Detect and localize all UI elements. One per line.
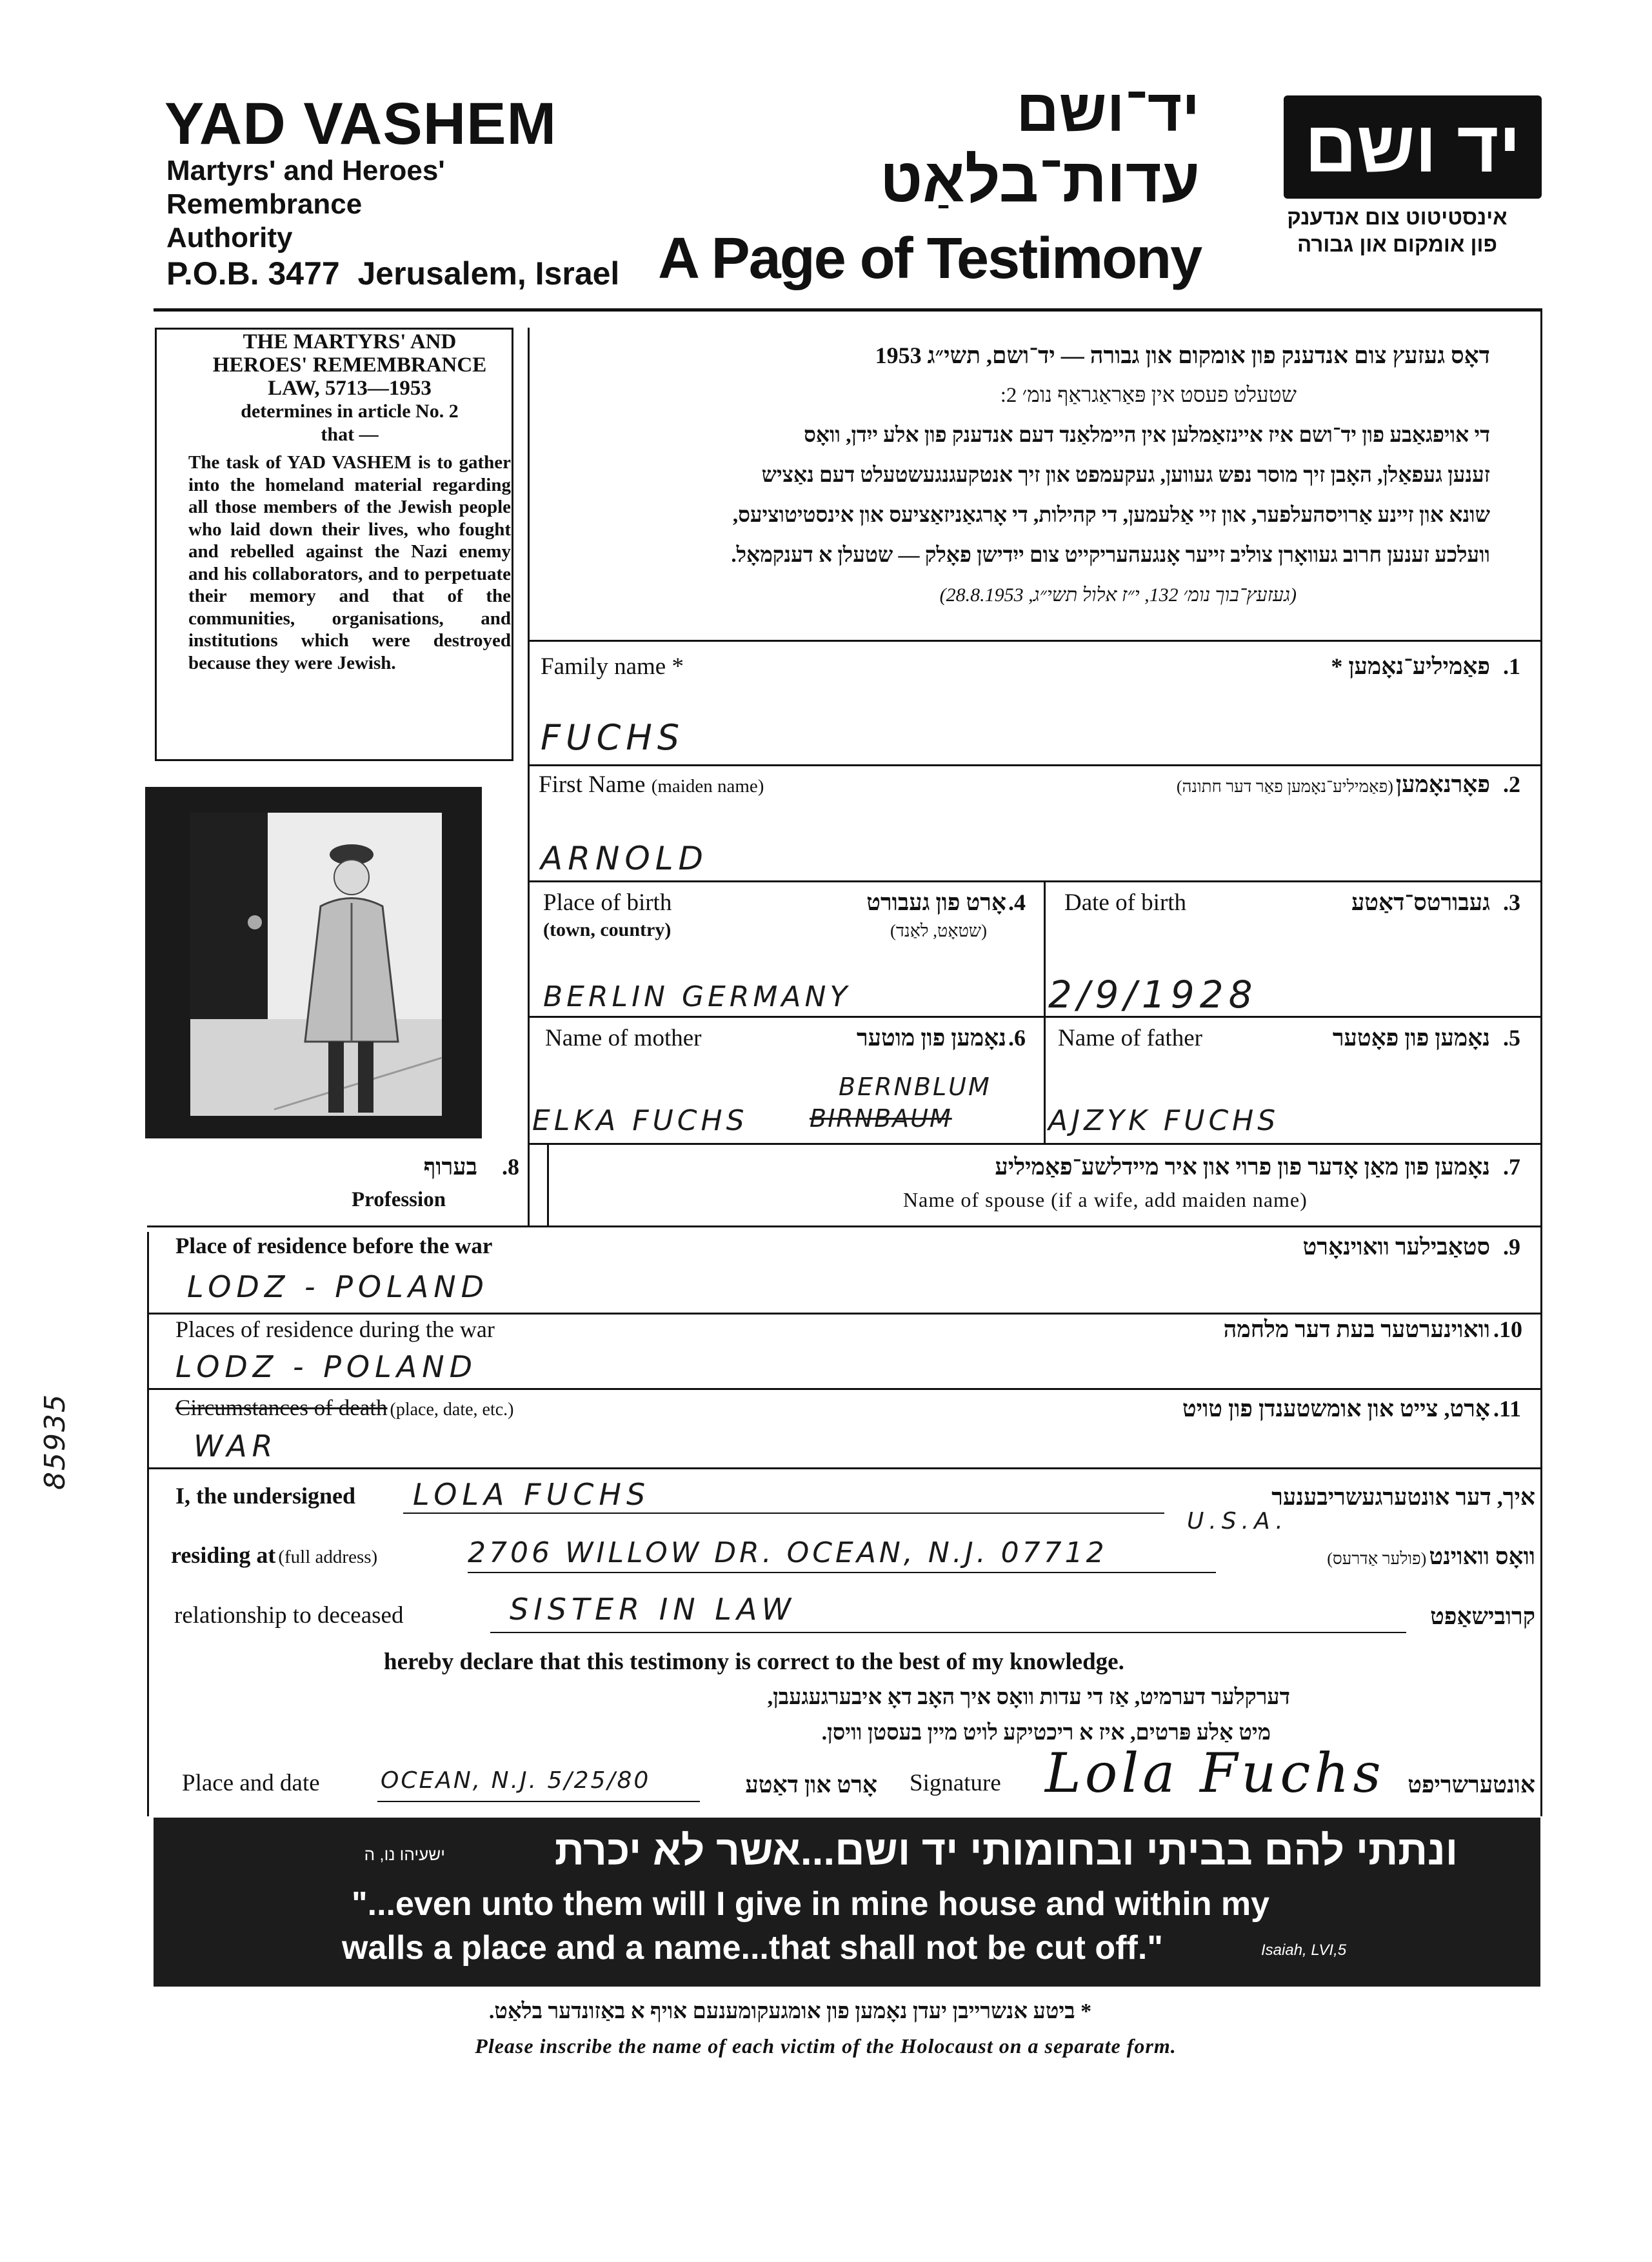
first-name-heb-label	[968, 771, 1490, 798]
spouse-heb-label: נאָמען פון מאַן אָדער פון פרוי און איר מיידלשע־פאַמיליע	[995, 1154, 1490, 1180]
victim-photo	[145, 787, 482, 1138]
death-label	[175, 1395, 514, 1421]
father-name-value[interactable]: AJZYK FUCHS	[1048, 1104, 1280, 1137]
residence-before-label: Place of residence before the war	[175, 1233, 493, 1258]
place-of-birth-label-small: (town, country)	[543, 919, 672, 940]
relationship-value[interactable]: SISTER IN LAW	[510, 1592, 797, 1627]
rule-8	[147, 1388, 1540, 1390]
mother-maiden-struck[interactable]: BIRNBAUM	[810, 1104, 952, 1133]
place-of-birth-value[interactable]: BERLIN GERMANY	[543, 980, 851, 1013]
frame-right-border	[1540, 308, 1542, 1816]
place-of-birth-heb-label: אָרט פון געבורט	[866, 889, 1006, 915]
logo-caption-2: פון אומקום און גבורה	[1297, 232, 1497, 256]
mother-maiden-correction[interactable]: BERNBLUM	[839, 1073, 991, 1101]
profession-number: .8	[502, 1154, 519, 1180]
yiddish-law-line-2: שטעלט פעסט אין פּאַראַגראַף נומ׳ 2:	[1000, 384, 1297, 407]
residence-before-number: .9	[1503, 1234, 1520, 1260]
date-of-birth-number: .3	[1503, 889, 1520, 915]
relationship-underline	[490, 1632, 1406, 1633]
archive-number: 85935	[39, 1393, 72, 1490]
residing-label-text: residing at	[171, 1542, 276, 1568]
mother-name-number: .6	[1008, 1025, 1026, 1051]
yiddish-law-line-4: זענען געפאַלן, האָבן זיך מוסר נפש געווען, געקעמפט און זיך אנטקעגנגעשטעלט דעם נאַציש	[761, 464, 1490, 487]
law-heading-4: determines in article No. 2	[241, 401, 459, 422]
first-name-heb-text: פאָרנאָמען	[1395, 771, 1490, 797]
family-name-number: .1	[1503, 653, 1520, 679]
rule-5	[528, 1143, 1540, 1145]
first-name-label-text: First Name	[539, 771, 646, 798]
law-heading-1: THE MARTYRS' AND	[243, 330, 457, 353]
fields-column-divider	[1044, 880, 1046, 1145]
date-of-birth-value[interactable]: 2/9/1928	[1048, 973, 1258, 1017]
declaration-statement: hereby declare that this testimony is correct to the best of my knowledge.	[384, 1649, 1124, 1675]
page-title: A Page of Testimony	[658, 226, 1202, 291]
residence-during-label: Places of residence during the war	[175, 1316, 495, 1342]
banner-heb-ref: ישעיהו נו, ה	[364, 1845, 445, 1864]
undersigned-heb-label: איך, דער אונטערגעשריבענער	[1271, 1484, 1535, 1510]
father-name-heb-label: נאָמען פון פאָטער	[1332, 1025, 1490, 1051]
spouse-label: Name of spouse (if a wife, add maiden name)	[903, 1188, 1308, 1211]
banner-heb-line: ונתתי להם בביתי ובחומותי יד ושם...אשר לא יכרת	[554, 1827, 1458, 1874]
yiddish-law-line-6: וועלכע זענען חרוב געוואָרן צוליב זייער אָנגעהעריקייט צום ייִדישן פאָלק — שטעלן א דענקמאָל.	[731, 544, 1490, 567]
death-label-text: Circumstances of death	[175, 1395, 388, 1420]
org-line-1: Martyrs' and Heroes'	[166, 155, 445, 186]
mother-name-value[interactable]: ELKA FUCHS	[532, 1104, 748, 1137]
yiddish-org-name: יד־ושם	[1016, 78, 1200, 144]
father-name-label: Name of father	[1058, 1025, 1202, 1051]
declaration-heb-line-2: מיט אַלע פּרטים, איז א ריכטיקע לויט מיין בעסטן וויסן.	[821, 1721, 1271, 1745]
banner-en-line-2: walls a place and a name...that shall not be cut off."	[342, 1929, 1163, 1967]
law-body: The task of YAD VASHEM is to gather into the homeland material regarding all those members of the Jewish people who laid down their lives, who fought and rebelled against the Nazi enemy and his collaborators, and to perpetuate their memory and that of the communities, organisations, and institutions which were destroyed because they were Jewish.	[188, 452, 511, 673]
banner-en-line-1: "...even unto them will I give in mine house and within my	[352, 1885, 1270, 1923]
yiddish-law-line-7: (געזעץ־בוך נומ׳ 132, י״ז אלול תשי״ג, 28.8.1953)	[939, 584, 1297, 606]
undersigned-underline	[403, 1513, 1164, 1514]
yiddish-law-line-1: דאָס געזעץ צום אנדענק פון אומקום און גבורה — יד־ושם, תשי״ג 1953	[875, 342, 1490, 368]
law-heading-3: LAW, 5713—1953	[268, 377, 432, 400]
family-name-heb-label: פאַמיליע־נאָמען *	[1331, 653, 1490, 679]
org-name: YAD VASHEM	[164, 91, 557, 157]
place-date-underline	[377, 1801, 700, 1802]
relationship-heb-label: קרובישאַפט	[1430, 1603, 1535, 1629]
yad-vashem-logo	[1284, 95, 1542, 199]
left-column-divider	[528, 328, 530, 1225]
date-of-birth-heb-label: געבורטס־דאַטע	[1351, 889, 1490, 915]
org-line-2: Remembrance	[166, 188, 363, 220]
signature-label: Signature	[910, 1770, 1001, 1796]
profession-heb-label: בערוף	[423, 1154, 477, 1180]
profession-label: Profession	[352, 1188, 446, 1211]
place-of-birth-number: .4	[1008, 889, 1026, 915]
yiddish-law-line-3: די אויפגאַבע פון יד־ושם איז איינזאַמלען אין היימלאַנד דעם אנדענק פון אלע ייִדן, וואָס	[804, 424, 1490, 447]
profession-divider	[547, 1145, 549, 1225]
undersigned-label: I, the undersigned	[175, 1483, 356, 1509]
yiddish-law-text	[542, 335, 1490, 615]
place-of-birth-heb-small: (שטאָט, לאַנד)	[890, 921, 987, 940]
death-label-small: (place, date, etc.)	[390, 1400, 514, 1420]
family-name-label: Family name *	[541, 653, 684, 680]
residing-underline	[468, 1572, 1216, 1573]
father-name-number: .5	[1503, 1025, 1520, 1051]
frame-left-border	[147, 1232, 149, 1816]
death-heb-label: אָרט, צייט און אומשטענדן פון טויט	[1182, 1396, 1490, 1422]
org-line-3: Authority	[166, 222, 293, 253]
residence-before-heb-label: סטאַבילער וואוינאָרט	[1302, 1234, 1490, 1260]
residing-label-small: (full address)	[278, 1547, 378, 1567]
rule-7	[147, 1313, 1540, 1315]
residing-value[interactable]: 2706 WILLOW DR. OCEAN, N.J. 07712	[468, 1536, 1108, 1569]
place-date-label: Place and date	[182, 1770, 320, 1796]
residing-heb-small: (פולער אַדרעס)	[1327, 1549, 1427, 1568]
banner-en-ref: Isaiah, LVI,5	[1261, 1941, 1347, 1959]
signature-heb-label: אונטערשריפט	[1408, 1772, 1535, 1798]
yiddish-title: עדות־בלאַט	[880, 146, 1200, 215]
footer-en-note: Please inscribe the name of each victim of the Holocaust on a separate form.	[475, 2034, 1177, 2058]
footer-heb-note: * ביטע אנשרייבן יעדן נאָמען פון אומגעקומענעם אויף א באַזונדער בלאַט.	[488, 1999, 1092, 2023]
residing-extra[interactable]: U.S.A.	[1187, 1508, 1288, 1534]
yiddish-law-line-5: שונא און זיינע אַרויסהעלפער, און זיי אַלעמען, די קהילות, די אָרגאַניזאַציעס און אינסטיטוציעס,	[732, 504, 1490, 527]
undersigned-value[interactable]: LOLA FUCHS	[413, 1477, 651, 1512]
death-value[interactable]: WAR	[194, 1429, 278, 1463]
date-of-birth-label: Date of birth	[1064, 889, 1187, 916]
law-heading-5: that —	[321, 424, 379, 445]
residing-label	[171, 1542, 377, 1569]
residence-during-value[interactable]: LODZ - POLAND	[175, 1349, 478, 1384]
family-name-value[interactable]: FUCHS	[541, 717, 685, 758]
death-number: .11	[1493, 1396, 1522, 1422]
first-name-label-small: (maiden name)	[651, 776, 764, 797]
place-date-heb-label: אָרט און דאַטע	[745, 1772, 877, 1798]
law-heading-2: HEROES' REMEMBRANCE	[212, 353, 487, 377]
first-name-value[interactable]: ARNOLD	[541, 840, 709, 877]
photo-image	[145, 787, 482, 1138]
rule-2	[528, 764, 1540, 766]
frame-top-rule	[154, 308, 1540, 312]
rule-3	[528, 880, 1540, 882]
residing-heb-label	[1226, 1543, 1535, 1570]
first-name-label	[539, 771, 764, 799]
law-box-text	[188, 330, 511, 674]
residence-before-value[interactable]: LODZ - POLAND	[187, 1269, 490, 1304]
rule-6	[147, 1225, 1540, 1227]
place-of-birth-label: Place of birth	[543, 889, 672, 916]
logo-caption-1: אינסטיטוט צום אנדענק	[1287, 205, 1508, 229]
residence-during-heb-label: וואוינערטער בעת דער מלחמה	[1223, 1316, 1490, 1342]
logo-text: יד ושם	[1304, 106, 1521, 187]
place-date-value[interactable]: OCEAN, N.J. 5/25/80	[381, 1767, 651, 1794]
first-name-heb-small: (פאַמיליע־נאָמען פאַר דער חתונה)	[1176, 777, 1393, 796]
rule-4	[528, 1016, 1540, 1018]
spouse-number: .7	[1503, 1154, 1520, 1180]
org-address: P.O.B. 3477 Jerusalem, Israel	[166, 255, 620, 292]
relationship-label: relationship to deceased	[174, 1602, 404, 1629]
mother-name-heb-label: נאָמען פון מוטער	[856, 1025, 1006, 1051]
rule-1	[528, 640, 1540, 642]
residence-during-number: .10	[1493, 1316, 1522, 1342]
residing-heb-text: וואָס וואוינט	[1429, 1543, 1535, 1569]
first-name-number: .2	[1503, 771, 1520, 797]
declaration-heb-line-1: דערקלער דערמיט, אַז די עדות וואָס איך האָב דאָ איבערגעגעבן,	[767, 1685, 1290, 1709]
signature-value[interactable]: Lola Fuchs	[1045, 1741, 1385, 1805]
mother-name-label: Name of mother	[545, 1025, 702, 1051]
rule-9	[147, 1467, 1540, 1469]
